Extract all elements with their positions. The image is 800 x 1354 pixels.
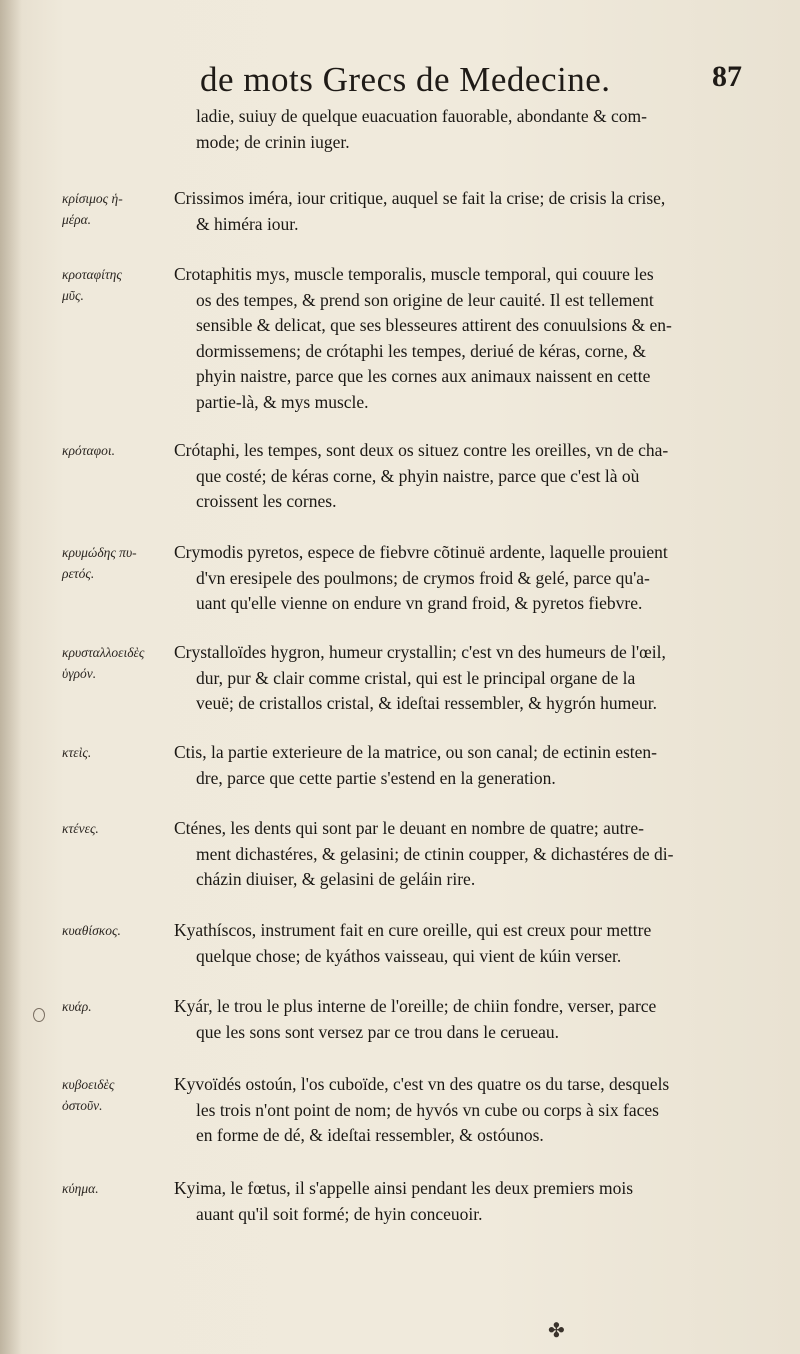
greek-line: κυάρ. xyxy=(62,999,92,1014)
greek-line: κτένες. xyxy=(62,821,99,836)
text-line: que costé; de kéras corne, & phyin naistre, parce que c'est là où xyxy=(196,465,640,486)
greek-line: ρετός. xyxy=(62,566,95,581)
greek-headword xyxy=(62,1074,166,1116)
greek-line: κυαθίσκος. xyxy=(62,923,121,938)
text-line: dre, parce que cette partie s'estend en la generation. xyxy=(196,767,556,788)
greek-headword xyxy=(62,264,166,306)
text-line: Kyár, le trou le plus interne de l'oreille; de chiin fondre, verser, parce xyxy=(174,996,657,1016)
running-head: de mots Grecs de Medecine. xyxy=(200,60,611,99)
text-line: dur, pur & clair comme cristal, qui est le principal organe de la xyxy=(196,667,636,688)
entry-text xyxy=(174,1072,764,1149)
greek-line: κυβοειδὲς xyxy=(62,1077,115,1092)
entry-text xyxy=(174,262,764,415)
greek-line: μέρα. xyxy=(62,212,92,227)
text-line: ment dichastéres, & gelasini; de ctinin coupper, & dichastéres de di- xyxy=(196,843,674,864)
text-line: ladie, suiuy de quelque euacuation fauorable, abondante & com- xyxy=(196,106,647,126)
text-line: Crymodis pyretos, espece de fiebvre cõtinuë ardente, laquelle prouient xyxy=(174,542,668,562)
greek-line: κρίσιμος ἡ- xyxy=(62,191,123,206)
text-line: quelque chose; de kyáthos vaisseau, qui vient de kúin verser. xyxy=(196,945,622,966)
text-line: que les sons sont versez par ce trou dans le cerueau. xyxy=(196,1021,559,1042)
greek-headword xyxy=(62,996,166,1017)
entry-text xyxy=(174,438,764,515)
text-line: & himéra iour. xyxy=(196,213,299,234)
page-number: 87 xyxy=(712,60,742,93)
entry-text xyxy=(174,640,764,717)
greek-headword xyxy=(62,742,166,763)
greek-line: μῦς. xyxy=(62,288,84,303)
entry-text xyxy=(174,816,764,893)
text-line: Crissimos iméra, iour critique, auquel se fait la crise; de crisis la crise, xyxy=(174,188,666,208)
entry-text xyxy=(174,186,764,237)
text-line: d'vn eresipele des poulmons; de crymos froid & gelé, parce qu'a- xyxy=(196,567,650,588)
greek-line: κροταφίτης xyxy=(62,267,122,282)
text-line: sensible & delicat, que ses blesseures attirent des conuulsions & en- xyxy=(196,315,672,335)
text-line: auant qu'il soit formé; de hyin conceuoir. xyxy=(196,1203,483,1224)
greek-headword xyxy=(62,542,166,584)
text-line: uant qu'elle vienne on endure vn grand froid, & pyretos fiebvre. xyxy=(196,593,643,613)
entry-text xyxy=(174,1176,764,1227)
greek-line: κρυμώδης πυ- xyxy=(62,545,137,560)
text-line: veuë; de cristallos cristal, & ideſtai ressembler, & hygrón humeur. xyxy=(196,693,657,713)
text-line: croissent les cornes. xyxy=(196,491,337,511)
greek-line: κτεὶς. xyxy=(62,745,92,760)
entry-text xyxy=(174,540,764,617)
greek-headword xyxy=(62,188,166,230)
text-line: Cténes, les dents qui sont par le deuant en nombre de quatre; autre- xyxy=(174,818,644,838)
greek-headword xyxy=(62,920,166,941)
text-line: Crotaphitis mys, muscle temporalis, muscle temporal, qui couure les xyxy=(174,264,654,284)
text-line: mode; de crinin iuger. xyxy=(196,131,350,152)
greek-headword xyxy=(62,440,166,461)
greek-line: κρόταφοι. xyxy=(62,443,115,458)
page-header xyxy=(0,52,800,112)
text-line: phyin naistre, parce que les cornes aux animaux naissent en cette xyxy=(196,366,651,386)
text-line: os des tempes, & prend son origine de leur cauité. Il est tellement xyxy=(196,289,654,310)
text-line: cházin diuiser, & gelasini de geláin rire. xyxy=(196,869,476,889)
text-line: Ctis, la partie exterieure de la matrice, ou son canal; de ectinin esten- xyxy=(174,742,657,762)
fleuron-ornament: ✤ xyxy=(548,1320,565,1342)
text-line: Kyima, le fœtus, il s'appelle ainsi pendant les deux premiers mois xyxy=(174,1178,634,1198)
entry-text xyxy=(174,740,764,791)
entry-text xyxy=(174,994,764,1045)
greek-line: ὀστοῦν. xyxy=(62,1098,103,1113)
greek-line: ὑγρόν. xyxy=(62,666,97,681)
text-line: Kyvoïdés ostoún, l'os cuboïde, c'est vn des quatre os du tarse, desquels xyxy=(174,1074,670,1094)
text-line: dormissemens; de crótaphi les tempes, deriué de kéras, corne, & xyxy=(196,340,646,361)
text-line: en forme de dé, & ideſtai ressembler, & ostóunos. xyxy=(196,1125,544,1145)
entry-text xyxy=(174,918,764,969)
greek-headword xyxy=(62,642,166,684)
text-line: partie-là, & mys muscle. xyxy=(196,391,369,412)
greek-headword xyxy=(62,818,166,839)
ink-ring-mark xyxy=(33,1008,45,1022)
greek-headword xyxy=(62,1178,166,1199)
text-line: Crótaphi, les tempes, sont deux os situez contre les oreilles, vn de cha- xyxy=(174,440,669,460)
text-line: Kyathíscos, instrument fait en cure oreille, qui est creux pour mettre xyxy=(174,920,652,940)
text-line: les trois n'ont point de nom; de hyvós vn cube ou corps à six faces xyxy=(196,1099,659,1120)
binding-shadow xyxy=(0,0,22,1354)
text-line: Crystalloïdes hygron, humeur crystallin; c'est vn des humeurs de l'œil, xyxy=(174,642,666,662)
greek-line: κύημα. xyxy=(62,1181,99,1196)
greek-line: κρυσταλλοειδὲς xyxy=(62,645,145,660)
